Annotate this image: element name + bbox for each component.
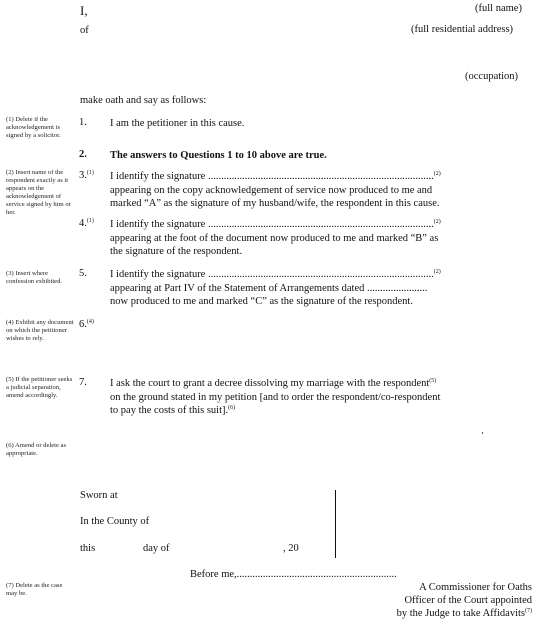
year-label: , 20 — [283, 543, 299, 554]
item-4-line-2: appearing at the foot of the document now produced to me and marked “B” as — [110, 232, 439, 244]
item-5-line-2: appearing at Part IV of the Statement of Arrangements dated ....................... — [110, 282, 428, 294]
item-3-line-1: I identify the signature ...................................................................................... — [110, 171, 434, 182]
item-4-text — [110, 218, 534, 259]
judge-text: by the Judge to take Affidavits — [396, 608, 525, 619]
judge-footnote-ref: (7) — [525, 608, 532, 614]
item-3-line-1-ref: (2) — [433, 171, 441, 177]
judge-label — [397, 608, 532, 619]
occupation-label: (occupation) — [465, 71, 519, 82]
item-4-number — [79, 218, 94, 229]
item-4-line-1-ref: (2) — [433, 219, 441, 225]
day-of-label: day of — [143, 543, 170, 554]
oath-line: make oath and say as follows: — [80, 95, 207, 106]
item-4-footnote-ref: (1) — [86, 218, 94, 224]
item-7-text — [110, 377, 534, 418]
i-label: I, — [80, 3, 88, 18]
item-3-line-3: marked “A” as the signature of my husband/wife, the respondent in this cause. — [110, 198, 440, 209]
item-1-text — [110, 117, 534, 131]
item-7-line-3-ref: (6) — [228, 405, 236, 411]
item-6-footnote-ref: (4) — [86, 319, 94, 325]
commissioner-label: A Commissioner for Oaths — [419, 582, 532, 593]
full-address-label: (full residential address) — [411, 24, 514, 35]
item-3-num-text: 3. — [79, 170, 87, 181]
sworn-at-label: Sworn at — [80, 490, 118, 501]
margin-note-1: (1) Delete if the acknowledgement is signed by a solicitor. — [6, 116, 61, 139]
item-2-number: 2. — [79, 149, 87, 160]
item-3-footnote-ref: (1) — [86, 170, 94, 176]
item-3-line-2: appearing on the copy acknowledgement of service now produced to me and — [110, 184, 433, 196]
item-5-line-1-ref: (2) — [433, 269, 441, 275]
item-2-text — [110, 149, 534, 163]
item-7-line-1: I ask the court to grant a decree dissolving my marriage with the respondent — [110, 378, 430, 389]
item-1-line: I am the petitioner in this cause. — [110, 118, 245, 129]
item-1-number: 1. — [79, 117, 87, 128]
item-6-number — [79, 319, 94, 330]
item-7-number: 7. — [79, 377, 87, 388]
item-5-line-3: now produced to me and marked “C” as the signature of the respondent. — [110, 296, 413, 307]
full-name-label: (full name) — [475, 3, 522, 14]
item-7-line-1-ref: (5) — [429, 378, 437, 384]
item-7-line-2: on the ground stated in my petition [and to order the respondent/co-respondent — [110, 391, 441, 403]
item-4-line-3: the signature of the respondent. — [110, 246, 243, 257]
margin-note-7: (7) Delete as the case may be. — [6, 582, 63, 597]
item-6-num-text: 6. — [79, 319, 87, 330]
item-5-text — [110, 268, 534, 309]
item-4-num-text: 4. — [79, 218, 87, 229]
item-2-line: The answers to Questions 1 to 10 above are true. — [110, 150, 327, 161]
this-label: this — [80, 543, 96, 554]
item-3-text — [110, 170, 534, 211]
officer-label: Officer of the Court appointed — [404, 595, 532, 606]
margin-note-3: (3) Insert where confession exhibited. — [6, 270, 63, 285]
before-me-line: Before me,............................................................. — [190, 569, 397, 580]
item-5-line-1: I identify the signature ...................................................................................... — [110, 269, 434, 280]
item-5-number: 5. — [79, 268, 87, 279]
margin-note-4: (4) Exhibit any document on which the petitioner wishes to rely. — [6, 319, 74, 342]
stray-mark — [482, 432, 483, 434]
margin-note-5: (5) If the petitioner seeks a judicial separation, amend accordingly. — [6, 376, 73, 399]
jurat-bracket-line — [335, 490, 336, 558]
item-7-line-3: to pay the costs of this suit]. — [110, 405, 229, 416]
margin-note-6: (6) Amend or delete as appropriate. — [6, 442, 67, 457]
margin-note-2: (2) Insert name of the respondent exactly as it appears on the acknowledgement of service signed by him or her. — [6, 169, 71, 216]
item-4-line-1: I identify the signature ...................................................................................... — [110, 219, 434, 230]
county-label: In the County of — [80, 516, 150, 527]
item-3-number — [79, 170, 94, 181]
of-label: of — [80, 25, 89, 36]
